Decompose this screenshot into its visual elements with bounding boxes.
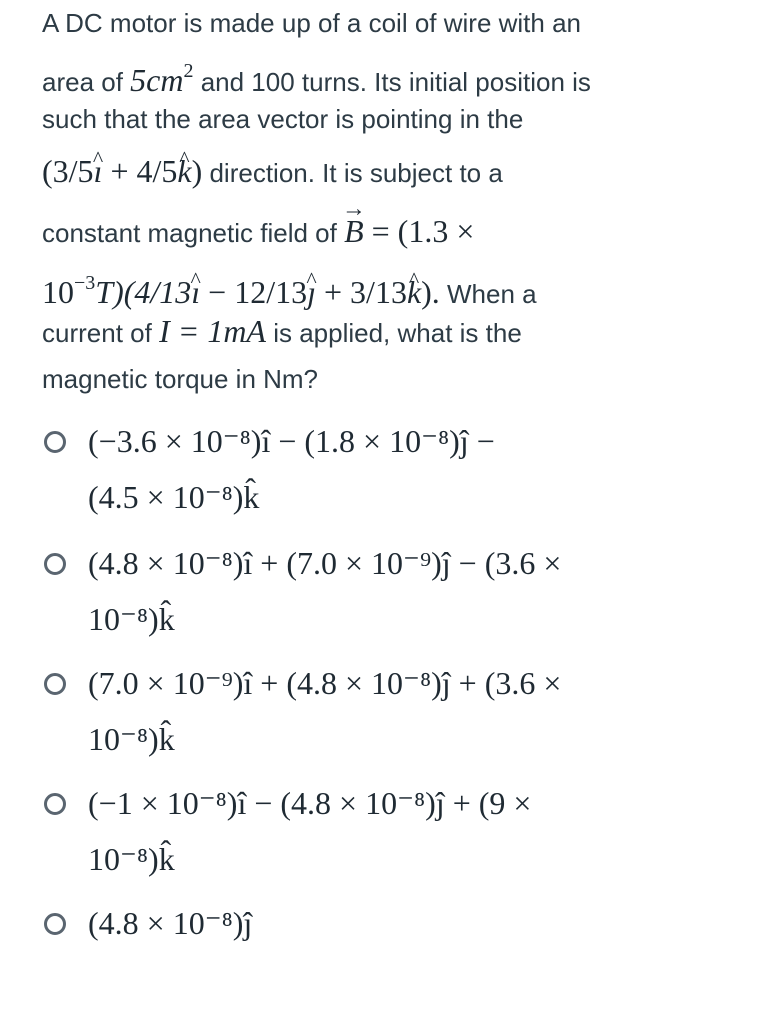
- question-line-5: [42, 214, 474, 250]
- question-line-3: such that the area vector is pointing in the: [42, 104, 524, 134]
- option-text-line: (4.8 × 10⁻⁸)ĵ: [88, 905, 253, 941]
- question-text-segment: constant magnetic field of: [42, 218, 345, 248]
- question-line-2: [42, 54, 591, 99]
- question-line-8: magnetic torque in Nm?: [42, 364, 319, 394]
- radio-button-icon[interactable]: [44, 913, 66, 935]
- radio-button-icon[interactable]: [44, 431, 66, 453]
- radio-button-icon[interactable]: [44, 553, 66, 575]
- magnetic-field-expression: B → = (1.3 ×: [344, 213, 474, 249]
- question-text-segment: direction. It is subject to a: [202, 158, 503, 188]
- option-text-line: (4.8 × 10⁻⁸)î + (7.0 × 10⁻⁹)ĵ − (3.6 ×: [88, 545, 562, 581]
- question-text-segment: and 100 turns. Its initial position is: [193, 67, 591, 97]
- magnetic-field-components: $10^{-3}T)(4/13ı$ ^ − 12/13ȷ ^ + 3/13k ^).: [42, 274, 440, 310]
- question-text-segment: current of: [42, 318, 160, 348]
- radio-button-icon[interactable]: [44, 793, 66, 815]
- option-text-line: 10⁻⁸)k̂: [88, 841, 175, 877]
- option-text-line: (7.0 × 10⁻⁹)î + (4.8 × 10⁻⁸)ĵ + (3.6 ×: [88, 665, 562, 701]
- question-line-7: [42, 314, 522, 350]
- question-text-segment: When a: [439, 279, 537, 309]
- question-line-6: [42, 266, 537, 311]
- question-line-1: A DC motor is made up of a coil of wire with an: [42, 8, 582, 38]
- current-value: I = 1mA: [159, 313, 266, 349]
- option-text-line: (−1 × 10⁻⁸)î − (4.8 × 10⁻⁸)ĵ + (9 ×: [88, 785, 532, 821]
- radio-button-icon[interactable]: [44, 673, 66, 695]
- area-vector-direction: (3/5ı ^ + 4/5k ^): [42, 153, 202, 189]
- option-text-line: (4.5 × 10⁻⁸)k̂: [88, 479, 260, 515]
- question-text-segment: is applied, what is the: [265, 318, 522, 348]
- question-line-4: [42, 154, 503, 190]
- option-text-line: (−3.6 × 10⁻⁸)î − (1.8 × 10⁻⁸)ĵ −: [88, 423, 495, 459]
- option-text-line: 10⁻⁸)k̂: [88, 721, 175, 757]
- area-value: $5cm^2$: [130, 60, 194, 98]
- option-text-line: 10⁻⁸)k̂: [88, 601, 175, 637]
- question-text-segment: area of: [42, 67, 131, 97]
